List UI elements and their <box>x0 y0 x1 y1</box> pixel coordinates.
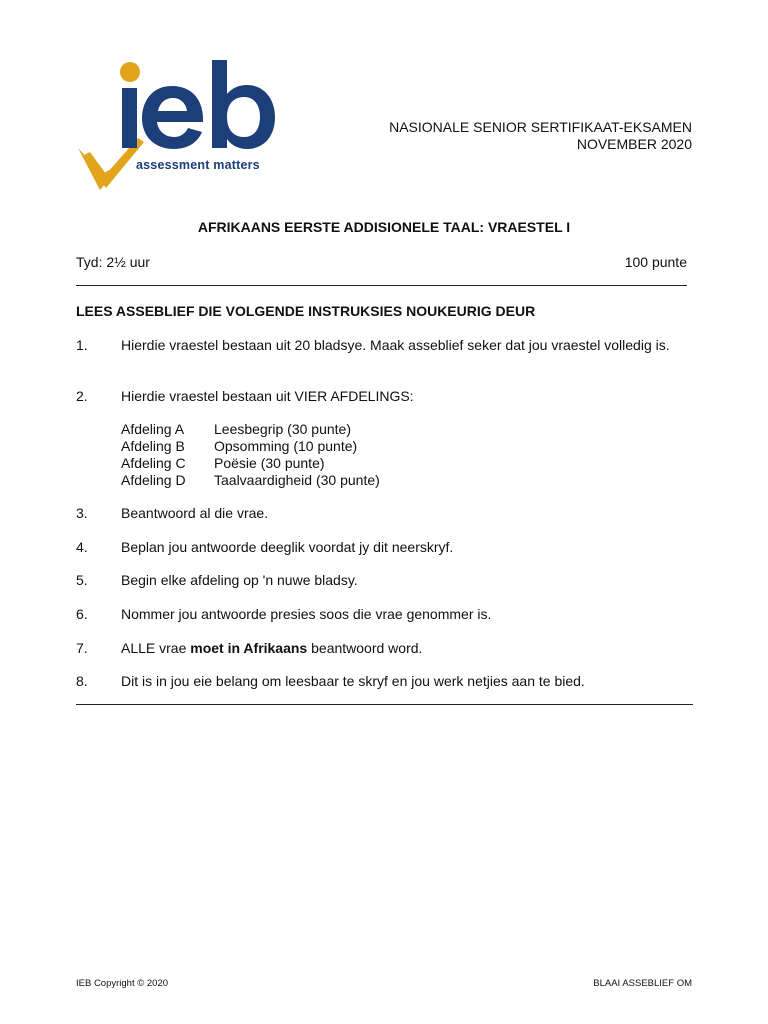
ieb-logo <box>72 56 302 196</box>
instruction-number: 6. <box>76 606 88 622</box>
instruction-item <box>76 572 693 589</box>
instruction-text-part: beantwoord word. <box>307 640 423 656</box>
instruction-text: Nommer jou antwoorde presies soos die vrae genommer is. <box>121 606 492 622</box>
exam-date: NOVEMBER 2020 <box>576 136 692 152</box>
section-desc: Leesbegrip (30 punte) <box>214 421 351 437</box>
instruction-text: Hierdie vraestel bestaan uit 20 bladsye. Maak asseblief seker dat jou vraestel volledig is. <box>121 337 670 353</box>
instruction-text: Begin elke afdeling op 'n nuwe bladsy. <box>121 572 358 588</box>
time-allowed: Tyd: 2½ uur <box>76 254 150 270</box>
logo-tagline: assessment matters <box>136 158 260 172</box>
instruction-number: 5. <box>76 572 88 588</box>
instruction-item <box>76 673 693 690</box>
section-code: Afdeling D <box>121 472 186 488</box>
section-code: Afdeling B <box>121 438 185 454</box>
instruction-text-part: ALLE vrae <box>121 640 191 656</box>
instruction-text <box>121 640 693 657</box>
footer-copyright: IEB Copyright © 2020 <box>76 978 169 989</box>
instruction-number: 2. <box>76 388 88 404</box>
instruction-number: 7. <box>76 640 88 656</box>
instruction-text: Hierdie vraestel bestaan uit VIER AFDELINGS: <box>121 388 414 404</box>
instruction-item <box>76 539 693 556</box>
instruction-text: Beantwoord al die vrae. <box>121 505 269 521</box>
exam-name: NASIONALE SENIOR SERTIFIKAAT-EKSAMEN <box>389 119 692 135</box>
section-desc: Poësie (30 punte) <box>214 455 325 471</box>
instruction-number: 8. <box>76 673 88 689</box>
instruction-number: 4. <box>76 539 88 555</box>
instruction-number: 3. <box>76 505 88 521</box>
instruction-emphasis: moet in Afrikaans <box>190 640 308 656</box>
instruction-item <box>76 640 693 657</box>
divider-top <box>76 285 687 286</box>
instruction-item <box>76 606 693 623</box>
section-row <box>121 438 380 455</box>
section-row <box>121 455 380 472</box>
total-marks: 100 punte <box>624 254 687 270</box>
section-code: Afdeling A <box>121 421 185 437</box>
section-row <box>121 472 380 489</box>
section-code: Afdeling C <box>121 455 186 471</box>
divider-bottom <box>76 704 693 705</box>
paper-title: AFRIKAANS EERSTE ADDISIONELE TAAL: VRAESTEL I <box>197 219 571 235</box>
instruction-number: 1. <box>76 337 88 353</box>
instruction-item <box>76 388 693 405</box>
instruction-item <box>76 337 693 354</box>
instruction-item <box>76 505 693 522</box>
ieb-logo-mark <box>72 56 302 196</box>
time-marks-line <box>76 254 687 270</box>
instructions-heading: LEES ASSEBLIEF DIE VOLGENDE INSTRUKSIES NOUKEURIG DEUR <box>76 303 536 319</box>
sections-list <box>121 421 380 489</box>
section-desc: Taalvaardigheid (30 punte) <box>214 472 380 488</box>
section-desc: Opsomming (10 punte) <box>214 438 358 454</box>
footer-turn-over: BLAAI ASSEBLIEF OM <box>593 978 692 989</box>
instruction-text: Dit is in jou eie belang om leesbaar te skryf en jou werk netjies aan te bied. <box>121 673 585 689</box>
exam-header <box>389 119 692 153</box>
instruction-text: Beplan jou antwoorde deeglik voordat jy dit neerskryf. <box>121 539 454 555</box>
section-row <box>121 421 380 438</box>
